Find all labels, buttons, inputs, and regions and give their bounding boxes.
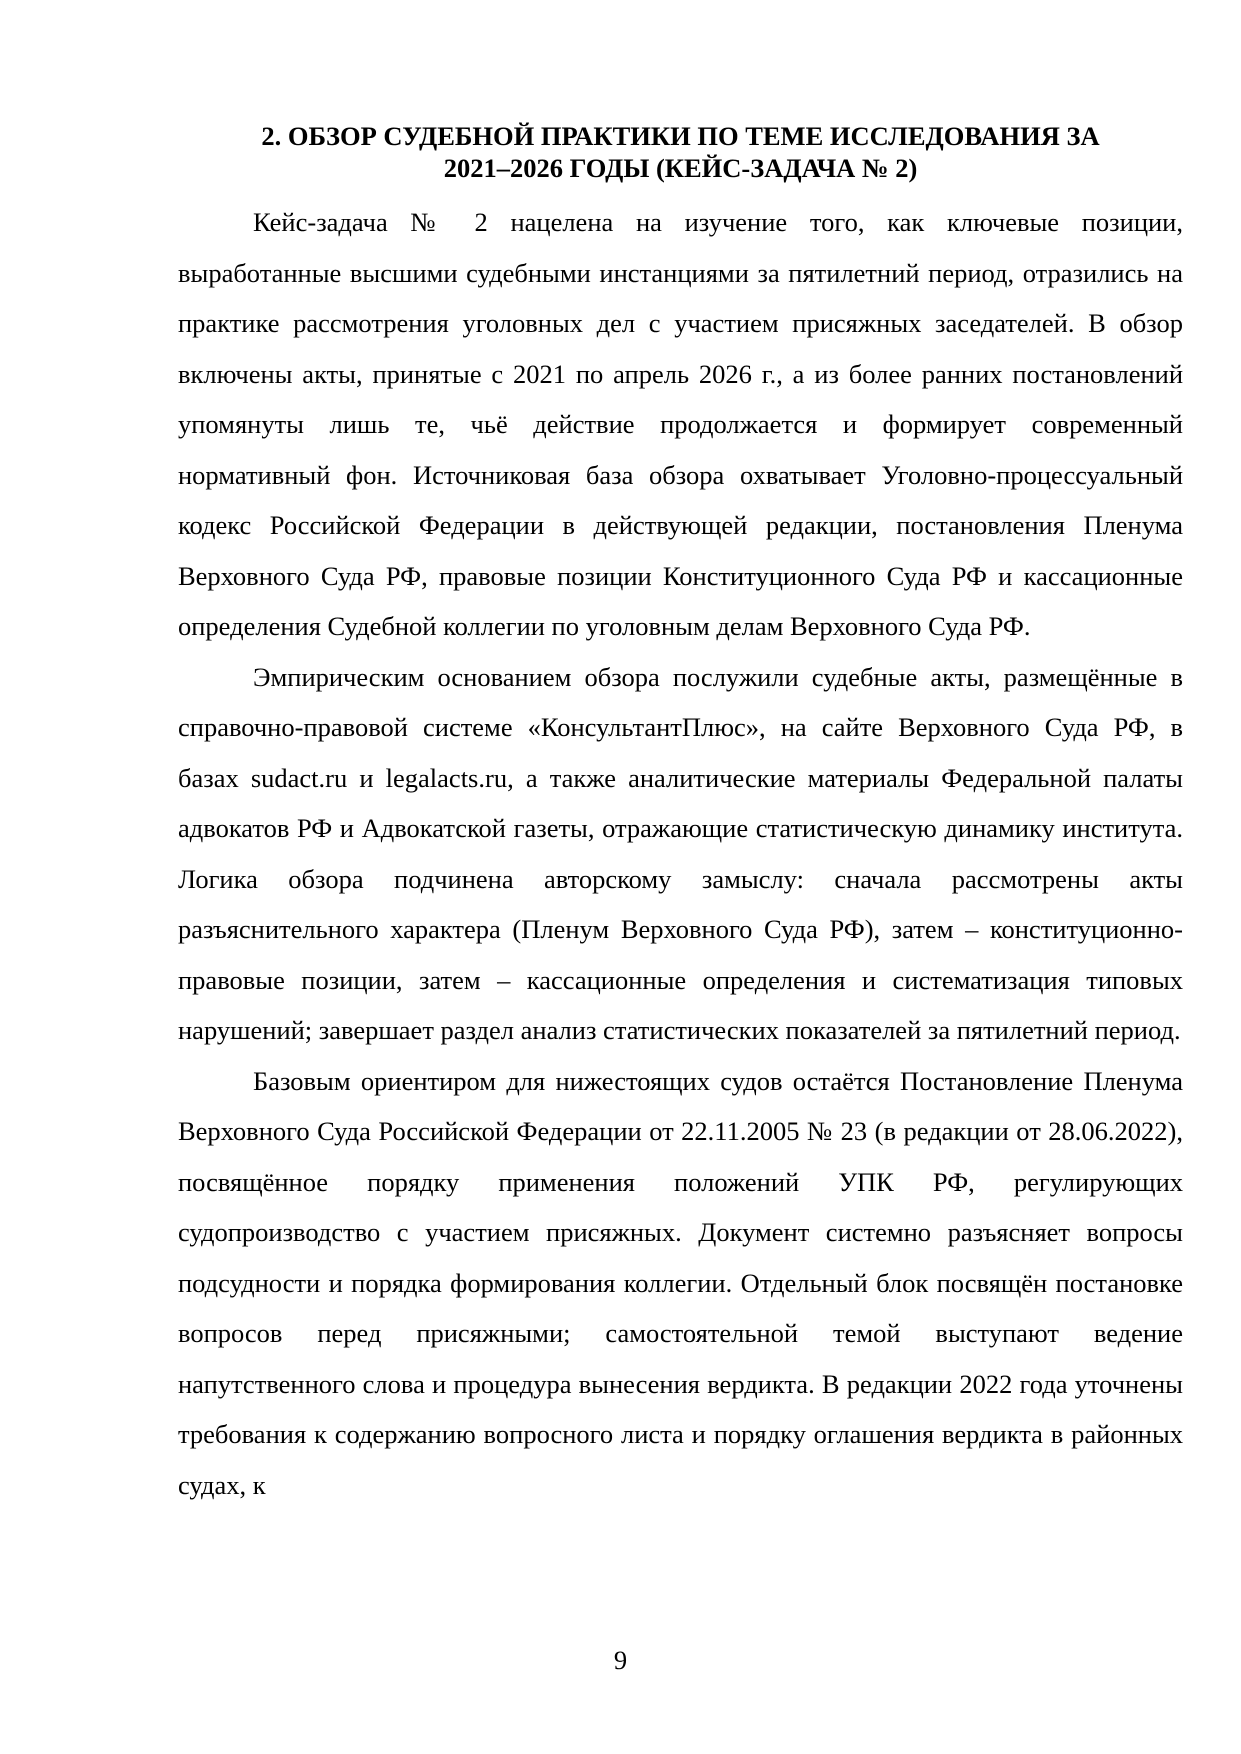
- section-heading-line-2: 2021–2026 ГОДЫ (КЕЙС-ЗАДАЧА № 2): [443, 153, 918, 183]
- section-heading: [178, 120, 1183, 184]
- paragraph-3: Базовым ориентиром для нижестоящих судов остаётся Постановление Пленума Верховного Суда Российской Федерации от 22.11.2005 № 23 (в редакции от 28.06.2022), посвящённое порядку применения положений УПК РФ, регулирующих судопроизводство с участием присяжных. Документ системно разъясняет вопросы подсудности и порядка формирования коллегии. Отдельный блок посвящён постановке вопросов перед присяжными; самостоятельной темой выступают ведение напутственного слова и процедура вынесения вердикта. В редакции 2022 года уточнены требования к содержанию вопросного листа и порядку оглашения вердикта в районных судах, к: [178, 1065, 1183, 1500]
- paragraph-1: Кейс-задача № 2 нацелена на изучение того, как ключевые позиции, выработанные высшими судебными инстанциями за пятилетний период, отразились на практике рассмотрения уголовных дел с участием присяжных заседателей. В обзор включены акты, принятые с 2021 по апрель 2026 г., а из более ранних постановлений упомянуты лишь те, чьё действие продолжается и формирует современный нормативный фон. Источниковая база обзора охватывает Уголовно-процессуальный кодекс Российской Федерации в действующей редакции, постановления Пленума Верховного Суда РФ, правовые позиции Конституционного Суда РФ и кассационные определения Судебной коллегии по уголовным делам Верховного Суда РФ.: [178, 207, 1183, 641]
- page-number: 9: [613, 1645, 628, 1675]
- paragraph-2: Эмпирическим основанием обзора послужили судебные акты, размещённые в справочно-правовой системе «КонсультантПлюс», на сайте Верховного Суда РФ, в базах sudact.ru и legalacts.ru, а также аналитические материалы Федеральной палаты адвокатов РФ и Адвокатской газеты, отражающие статистическую динамику института. Логика обзора подчинена авторскому замыслу: сначала рассмотрены акты разъяснительного характера (Пленум Верховного Суда РФ), затем – конституционно-правовые позиции, затем – кассационные определения и систематизация типовых нарушений; завершает раздел анализ статистических показателей за пятилетний период.: [178, 661, 1183, 1045]
- body-text: [178, 197, 1183, 1510]
- section-heading-line-1: 2. ОБЗОР СУДЕБНОЙ ПРАКТИКИ ПО ТЕМЕ ИССЛЕДОВАНИЯ ЗА: [261, 121, 1100, 151]
